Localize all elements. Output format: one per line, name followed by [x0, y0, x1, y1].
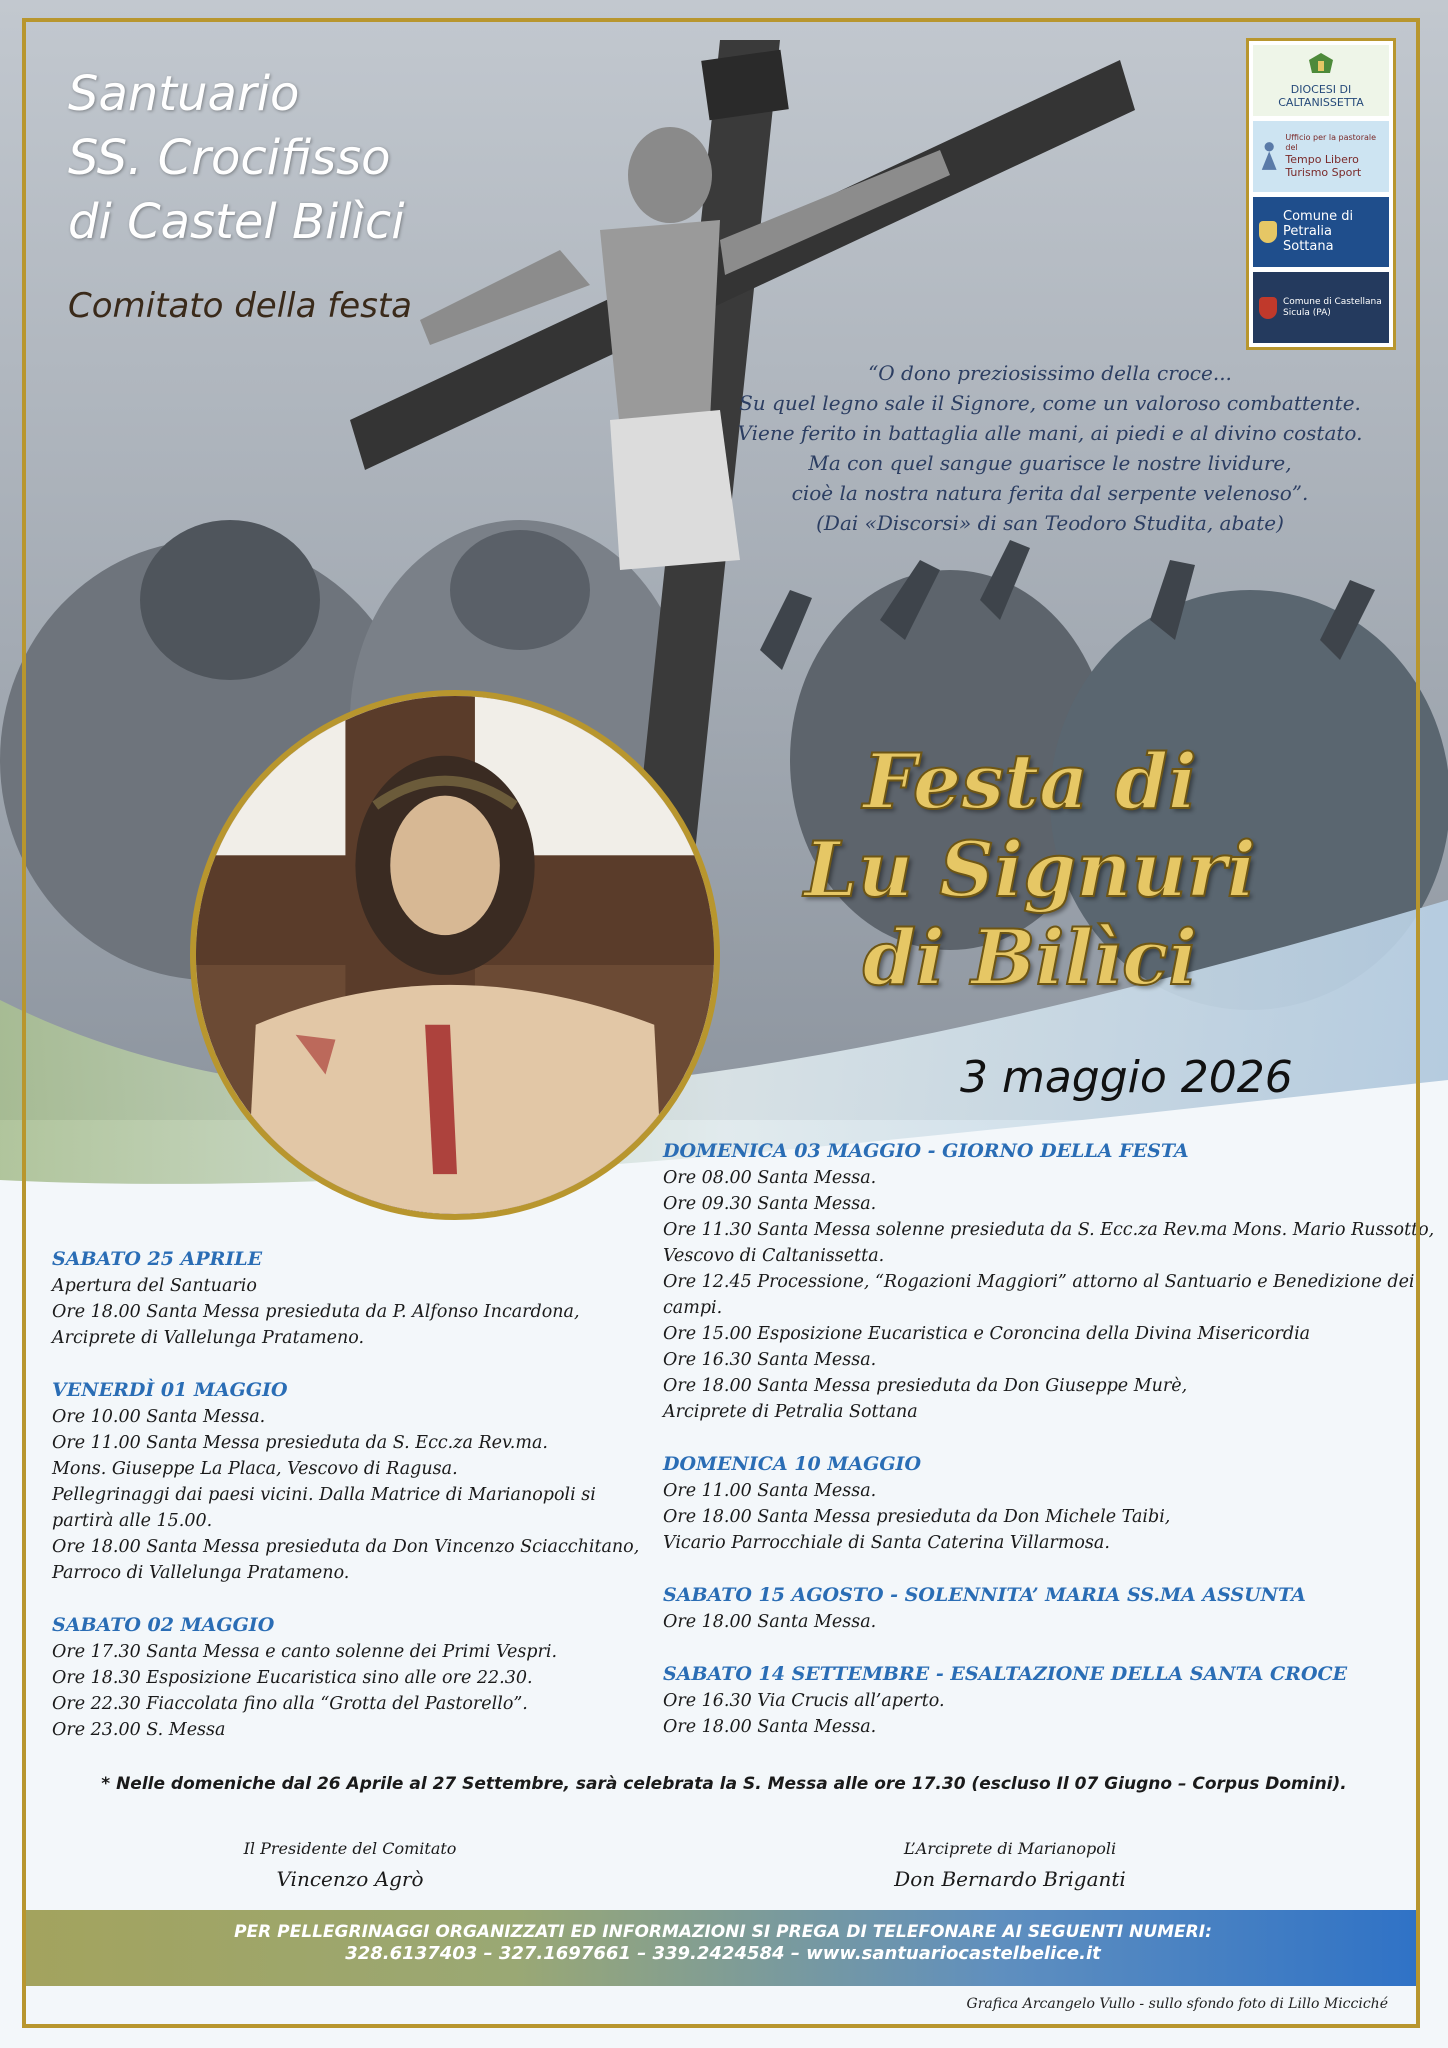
- program-line: Parroco di Vallelunga Pratameno.: [52, 1563, 350, 1583]
- program-line: Ore 23.00 S. Messa: [52, 1720, 226, 1740]
- program-line: partirà alle 15.00.: [52, 1511, 213, 1531]
- program-day: [52, 1246, 652, 1351]
- program-line: Apertura del Santuario: [52, 1276, 257, 1296]
- petralia-line: Comune di: [1283, 209, 1354, 225]
- program-day: [52, 1377, 652, 1586]
- sunday-mass-note: * Nelle domeniche dal 26 Aprile al 27 Settembre, sarà celebrata la S. Messa alle ore 17.30 (escluso Il 07 Giugno – Corpus Domini).: [101, 1774, 1347, 1794]
- signature-name: Don Bernardo Briganti: [894, 1867, 1126, 1891]
- program-right-column: [663, 1138, 1435, 1766]
- quote-line: “O dono preziosissimo della croce...: [868, 361, 1232, 385]
- quote-line: Viene ferito in battaglia alle mani, ai piedi e al divino costato.: [737, 421, 1363, 445]
- program-line: Ore 08.00 Santa Messa.: [663, 1168, 877, 1188]
- program-line: Ore 17.30 Santa Messa e canto solenne dei Primi Vespri.: [52, 1642, 558, 1662]
- signature-president: [140, 1836, 560, 1896]
- sanctuary-title-line: di Castel Bilìci: [68, 194, 405, 250]
- sanctuary-title-line: Santuario: [68, 66, 300, 122]
- program-line: Arciprete di Petralia Sottana: [663, 1402, 918, 1422]
- program-day: [663, 1582, 1423, 1635]
- program-line: Ore 11.00 Santa Messa presieduta da S. Ecc.za Rev.ma.: [52, 1433, 548, 1453]
- sanctuary-title-line: SS. Crocifisso: [68, 130, 391, 186]
- festival-title-line: di Bilìci: [862, 913, 1198, 1002]
- program-line: Ore 09.30 Santa Messa.: [663, 1194, 877, 1214]
- sponsor-logos: [1246, 38, 1396, 350]
- program-left-column: [52, 1246, 652, 1769]
- quote-line: (Dai «Discorsi» di san Teodoro Studita, abate): [816, 511, 1284, 535]
- castellana-line: Sicula (PA): [1283, 307, 1331, 318]
- festival-title-line: Festa di: [863, 737, 1197, 826]
- program-line: Ore 12.45 Processione, “Rogazioni Maggiori” attorno al Santuario e Benedizione dei: [663, 1272, 1415, 1292]
- program-line: Ore 18.00 Santa Messa presieduta da Don Michele Taibi,: [663, 1507, 1171, 1527]
- sanctuary-title: [68, 62, 488, 254]
- crucifix-medallion: [190, 690, 720, 1220]
- festival-date: 3 maggio 2026: [960, 1052, 1293, 1103]
- signature-role: Il Presidente del Comitato: [243, 1839, 457, 1858]
- festival-title-line: Lu Signuri: [804, 825, 1256, 914]
- festival-title: [700, 738, 1360, 1002]
- contact-instructions: PER PELLEGRINAGGI ORGANIZZATI ED INFORMAZIONI SI PREGA DI TELEFONARE AI SEGUENTI NUMERI:: [234, 1922, 1212, 1942]
- castellana-crest-icon: [1259, 297, 1277, 319]
- program-day-heading: SABATO 14 SETTEMBRE - ESALTAZIONE DELLA SANTA CROCE: [663, 1663, 1348, 1685]
- petralia-line: Sottana: [1283, 239, 1334, 255]
- program-line: Ore 22.30 Fiaccolata fino alla “Grotta del Pastorello”.: [52, 1694, 528, 1714]
- program-line: Ore 18.00 Santa Messa presieduta da Don Giuseppe Murè,: [663, 1376, 1188, 1396]
- program-line: campi.: [663, 1298, 723, 1318]
- committee-subtitle: Comitato della festa: [68, 286, 413, 326]
- signature-role: L’Arciprete di Marianopoli: [903, 1839, 1117, 1858]
- program-line: Arciprete di Vallelunga Pratameno.: [52, 1328, 365, 1348]
- quote-line: Su quel legno sale il Signore, come un valoroso combattente.: [739, 391, 1361, 415]
- program-day-heading: DOMENICA 03 MAGGIO - GIORNO DELLA FESTA: [663, 1140, 1189, 1162]
- design-credits: Grafica Arcangelo Vullo - sullo sfondo foto di Lillo Micciché: [966, 1996, 1388, 2012]
- contact-band: [26, 1910, 1420, 1986]
- tempo-libero-line: Turismo Sport: [1285, 166, 1362, 180]
- scripture-quote: [700, 358, 1400, 538]
- program-line: Ore 18.30 Esposizione Eucaristica sino alle ore 22.30.: [52, 1668, 533, 1688]
- castellana-line: Comune di Castellana: [1283, 296, 1382, 307]
- program-line: Ore 18.00 Santa Messa.: [663, 1717, 877, 1737]
- program-line: Ore 10.00 Santa Messa.: [52, 1407, 266, 1427]
- quote-line: cioè la nostra natura ferita dal serpente velenoso”.: [791, 481, 1309, 505]
- program-line: Vicario Parrocchiale di Santa Caterina Villarmosa.: [663, 1533, 1110, 1553]
- signature-archpriest: [800, 1836, 1220, 1896]
- diocese-crest-icon: [1306, 51, 1336, 77]
- program-day: [52, 1612, 652, 1743]
- program-line: Ore 11.00 Santa Messa.: [663, 1481, 877, 1501]
- tempo-libero-logo: [1253, 121, 1389, 192]
- petralia-logo: [1253, 197, 1389, 268]
- program-day-heading: SABATO 25 APRILE: [52, 1248, 263, 1270]
- pastoral-figure-icon: [1259, 139, 1279, 173]
- program-line: Ore 18.00 Santa Messa presieduta da P. Alfonso Incardona,: [52, 1302, 580, 1322]
- program-line: Mons. Giuseppe La Placa, Vescovo di Ragusa.: [52, 1459, 458, 1479]
- castellana-logo: [1253, 272, 1389, 343]
- program-day-heading: SABATO 02 MAGGIO: [52, 1614, 275, 1636]
- program-line: Ore 16.30 Via Crucis all’aperto.: [663, 1691, 945, 1711]
- quote-line: Ma con quel sangue guarisce le nostre lividure,: [808, 451, 1292, 475]
- program-day: [663, 1138, 1435, 1425]
- tempo-libero-line: Tempo Libero: [1285, 153, 1359, 167]
- program-line: Ore 18.00 Santa Messa.: [663, 1612, 877, 1632]
- petralia-crest-icon: [1259, 221, 1277, 243]
- tempo-libero-line: Ufficio per la pastorale del: [1285, 133, 1377, 153]
- program-day-heading: VENERDÌ 01 MAGGIO: [52, 1379, 288, 1401]
- program-day-heading: DOMENICA 10 MAGGIO: [663, 1453, 921, 1475]
- program-line: Pellegrinaggi dai paesi vicini. Dalla Matrice di Marianopoli si: [52, 1485, 596, 1505]
- signature-name: Vincenzo Agrò: [276, 1867, 424, 1891]
- diocese-logo: [1253, 45, 1389, 116]
- contact-numbers: 328.6137403 – 327.1697661 – 339.2424584 – www.santuariocastelbelice.it: [345, 1943, 1101, 1964]
- diocese-logo-label: DIOCESI DI CALTANISSETTA: [1278, 83, 1364, 110]
- program-line: Ore 11.30 Santa Messa solenne presieduta da S. Ecc.za Rev.ma Mons. Mario Russotto,: [663, 1220, 1435, 1240]
- petralia-line: Petralia: [1283, 224, 1332, 240]
- program-day: [663, 1451, 1423, 1556]
- program-line: Vescovo di Caltanissetta.: [663, 1246, 885, 1266]
- program-day-heading: SABATO 15 AGOSTO - SOLENNITA’ MARIA SS.MA ASSUNTA: [663, 1584, 1306, 1606]
- program-line: Ore 15.00 Esposizione Eucaristica e Coroncina della Divina Misericordia: [663, 1324, 1311, 1344]
- program-line: Ore 16.30 Santa Messa.: [663, 1350, 877, 1370]
- program-line: Ore 18.00 Santa Messa presieduta da Don Vincenzo Sciacchitano,: [52, 1537, 640, 1557]
- program-day: [663, 1661, 1423, 1740]
